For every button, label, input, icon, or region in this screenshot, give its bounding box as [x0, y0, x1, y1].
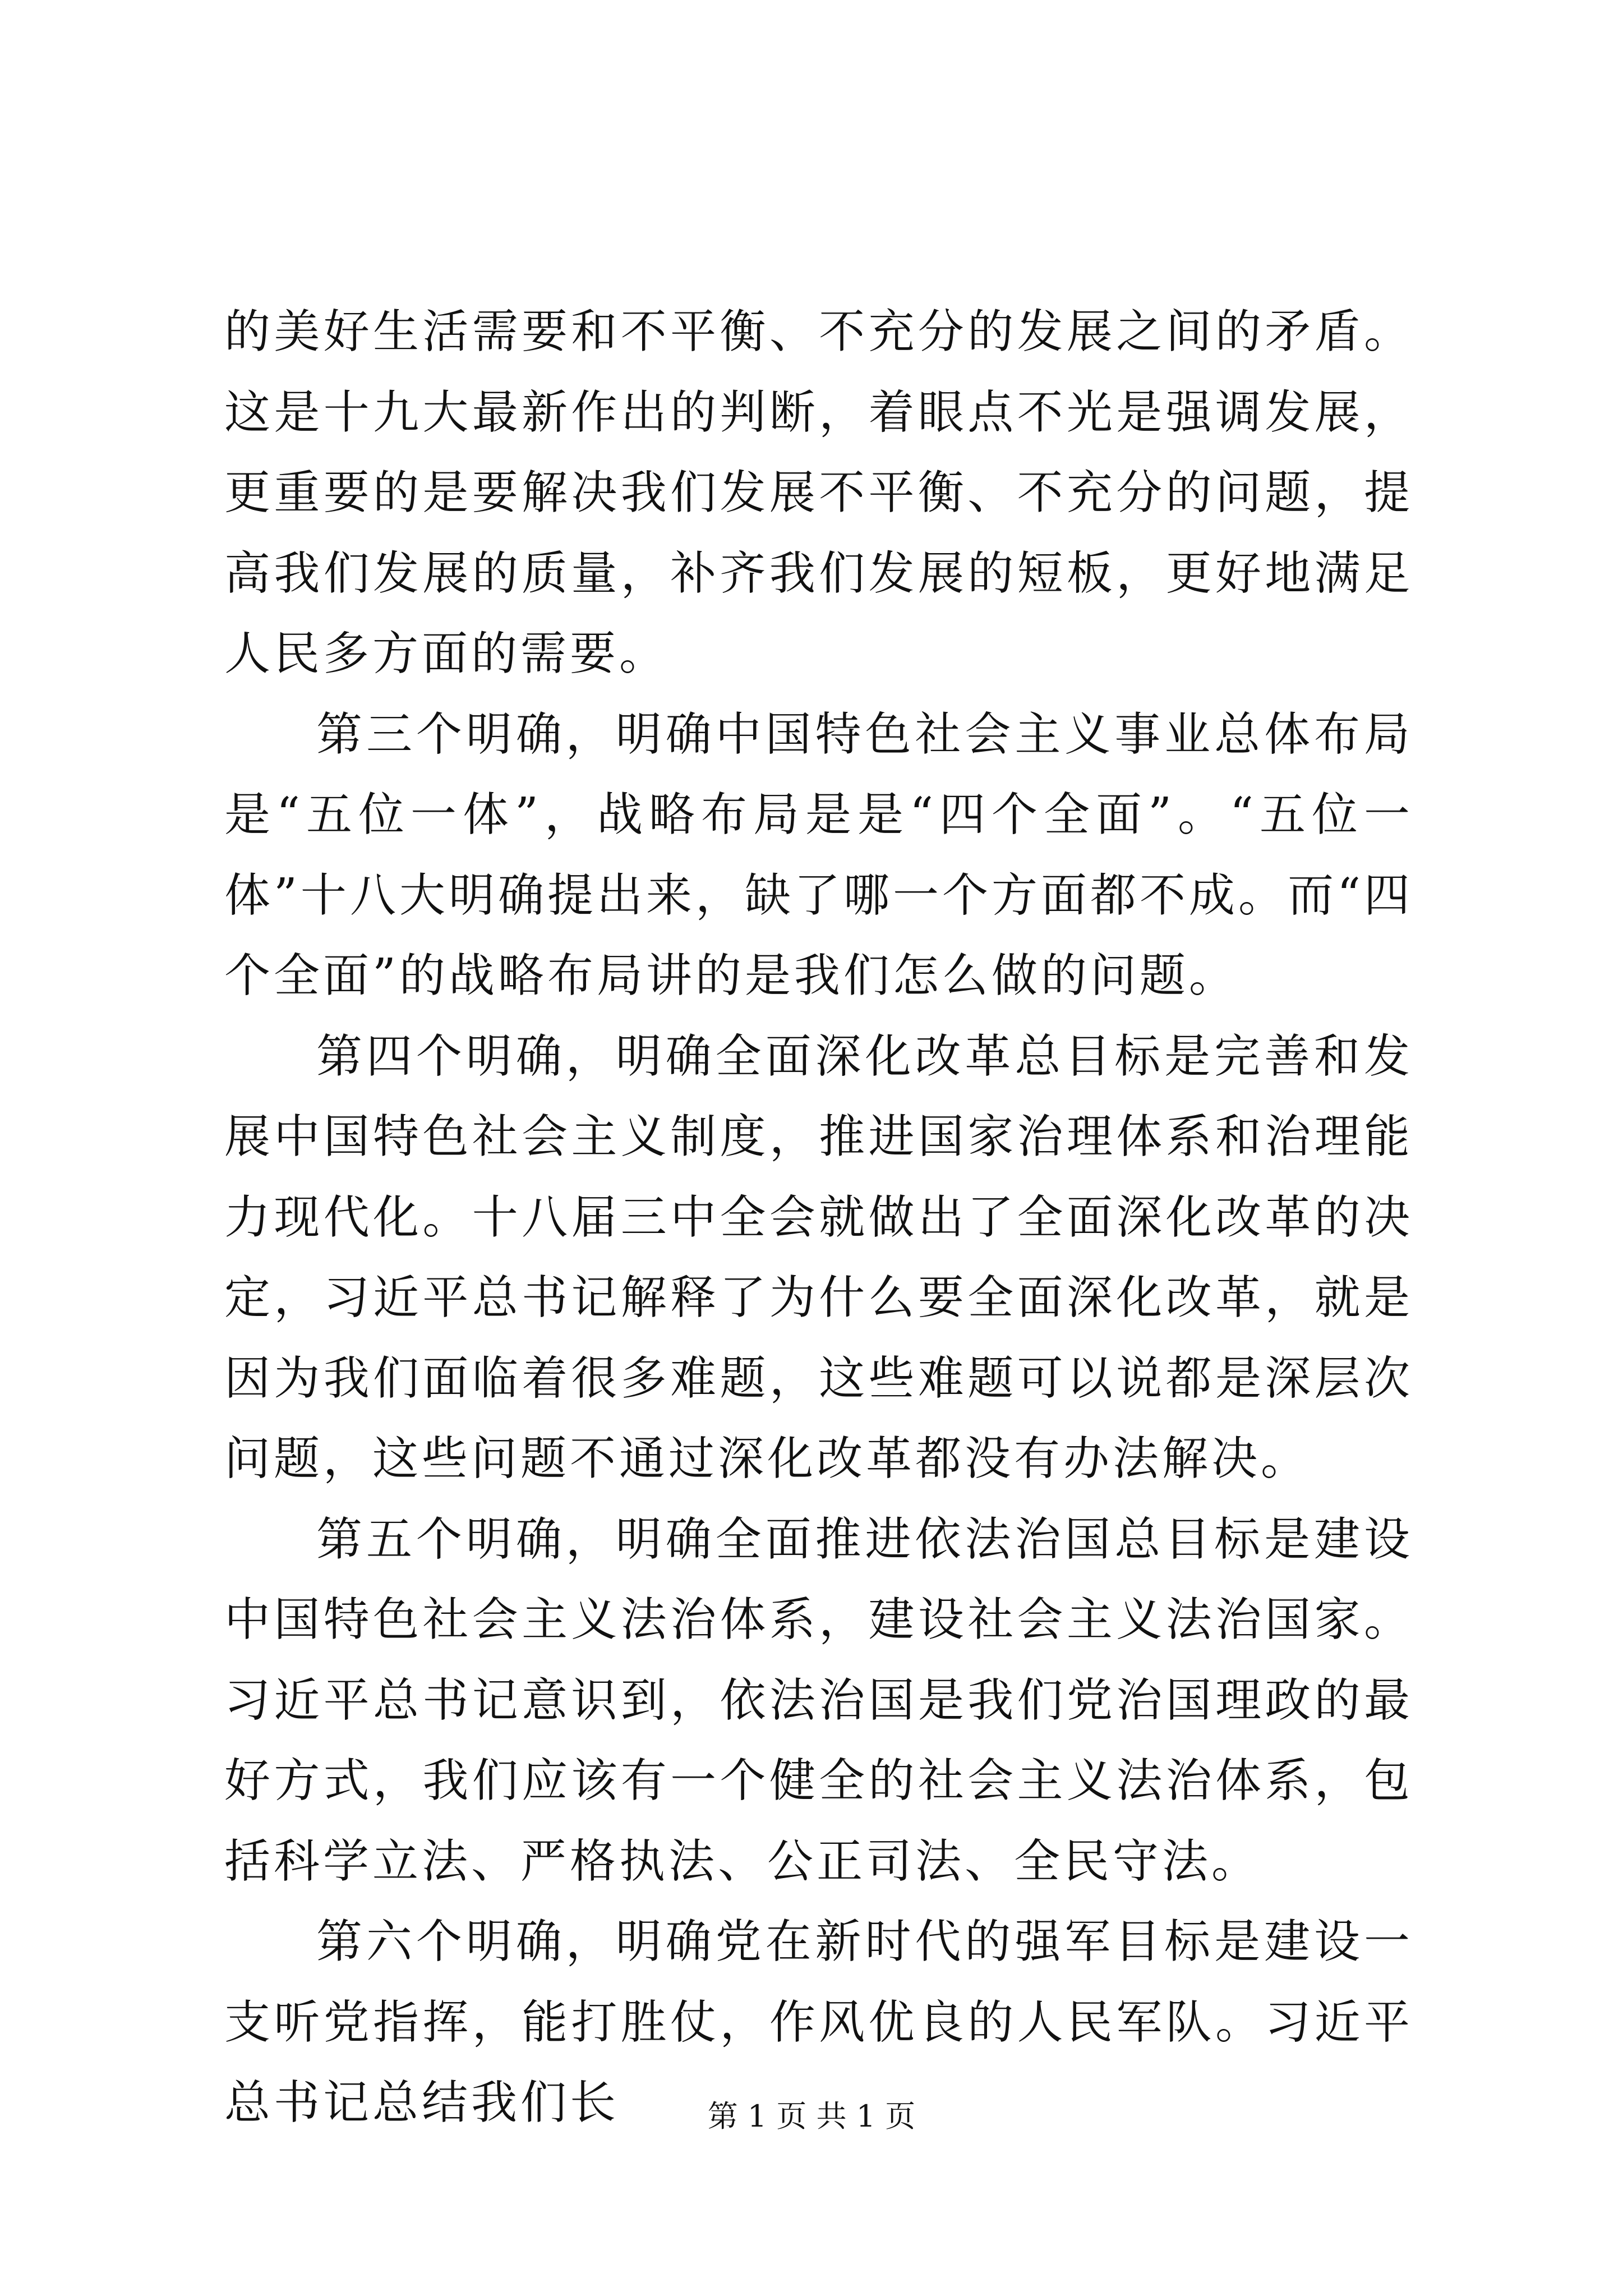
paragraph-fourth-clarification: 第四个明确，明确全面深化改革总目标是完善和发展中国特色社会主义制度，推进国家治理体系和治理能力现代化。十八届三中全会就做出了全面深化改革的决定，习近平总书记解释了为什么要全面深化改革，就是因为我们面临着很多难题，这些难题可以说都是深层次问题，这些问题不通过深化改革都没有办法解决。 [224, 1029, 1413, 1485]
page-footer: 第 1 页 共 1 页 [707, 2099, 916, 2134]
document-body [224, 292, 1413, 2143]
paragraph-sixth-clarification: 第六个明确，明确党在新时代的强军目标是建设一支听党指挥，能打胜仗，作风优良的人民军队。习近平总书记总结我们长 [224, 1915, 1413, 2129]
paragraph-continued: 的美好生活需要和不平衡、不充分的发展之间的矛盾。这是十九大最新作出的判断，着眼点不光是强调发展，更重要的是要解决我们发展不平衡、不充分的问题，提高我们发展的质量，补齐我们发展的短板，更好地满足人民多方面的需要。 [224, 305, 1413, 680]
paragraph-fifth-clarification: 第五个明确，明确全面推进依法治国总目标是建设中国特色社会主义法治体系，建设社会主义法治国家。习近平总书记意识到，依法治国是我们党治国理政的最好方式，我们应该有一个健全的社会主义法治体系，包括科学立法、严格执法、公正司法、全民守法。 [224, 1512, 1413, 1888]
paragraph-third-clarification: 第三个明确，明确中国特色社会主义事业总体布局是“五位一体”，战略布局是是“四个全面”。“五位一体”十八大明确提出来，缺了哪一个方面都不成。而“四个全面”的战略布局讲的是我们怎么做的问题。 [224, 707, 1413, 1002]
